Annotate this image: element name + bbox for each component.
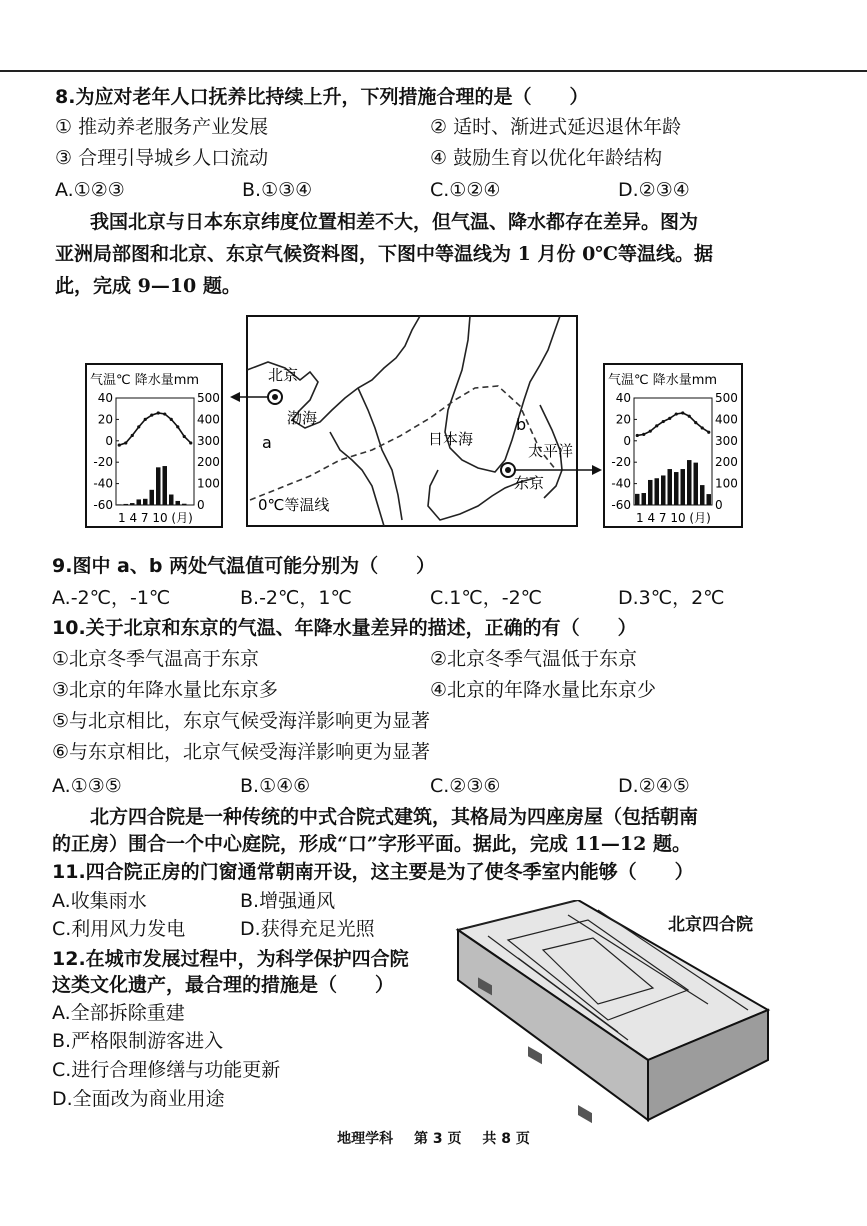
beijing-precip-bar bbox=[156, 467, 161, 505]
intro-11-12-line2: 的正房）围合一个中心庭院，形成“口”字形平面。据此，完成 11—12 题。 bbox=[52, 833, 691, 855]
q9-choice-b[interactable]: B.-2℃，1℃ bbox=[240, 587, 352, 609]
beijing-precip-bar bbox=[169, 495, 174, 505]
tokyo-temp-point bbox=[655, 424, 658, 427]
beijing-temp-point bbox=[183, 435, 186, 438]
footer-subject: 地理学科 bbox=[337, 1131, 394, 1147]
intro-9-10-line3: 此，完成 9—10 题。 bbox=[55, 275, 241, 297]
beijing-temp-point bbox=[150, 414, 153, 417]
tokyo-temp-tick: 40 bbox=[615, 391, 631, 405]
q10-item-1: ①北京冬季气温高于东京 bbox=[52, 648, 260, 670]
q10-choice-b[interactable]: B.①④⑥ bbox=[240, 775, 311, 797]
tokyo-precip-tick: 500 bbox=[715, 391, 738, 405]
beijing-temp-point bbox=[144, 418, 147, 421]
beijing-temp-point bbox=[163, 412, 166, 415]
tokyo-precip-bar bbox=[648, 480, 653, 505]
beijing-precip-bar bbox=[130, 503, 135, 505]
header-rule bbox=[0, 70, 867, 72]
tokyo-precip-tick: 400 bbox=[715, 412, 738, 427]
footer-total: 共 8 页 bbox=[482, 1131, 530, 1147]
q9-stem: 9.图中 a、b 两处气温值可能分别为（ ） bbox=[52, 555, 436, 577]
q12-choice-a[interactable]: A.全部拆除重建 bbox=[52, 1002, 185, 1024]
q11-choice-d[interactable]: D.获得充足光照 bbox=[240, 918, 375, 940]
q10-item-4: ④北京的年降水量比东京少 bbox=[430, 679, 657, 701]
map-label-tokyo: 东京 bbox=[514, 474, 545, 492]
map-label-bohai: 渤海 bbox=[287, 409, 318, 427]
tokyo-precip-tick: 0 bbox=[715, 498, 723, 512]
beijing-precip-bar bbox=[124, 504, 129, 505]
map-label-beijing: 北京 bbox=[268, 366, 299, 384]
map-label-pacific: 太平洋 bbox=[528, 442, 574, 460]
map-label-japan-sea: 日本海 bbox=[428, 430, 474, 448]
tokyo-temp-point bbox=[668, 417, 671, 420]
climate-map-figure bbox=[0, 310, 867, 535]
q12-choice-b[interactable]: B.严格限制游客进入 bbox=[52, 1030, 224, 1052]
beijing-precip-tick: 100 bbox=[197, 476, 220, 491]
q8-choice-a[interactable]: A.①②③ bbox=[55, 179, 125, 201]
q8-item-3: ③ 合理引导城乡人口流动 bbox=[55, 147, 269, 169]
intro-11-12-line1: 北方四合院是一种传统的中式合院式建筑，其格局为四座房屋（包括朝南 bbox=[90, 806, 699, 828]
q11-choice-c[interactable]: C.利用风力发电 bbox=[52, 918, 186, 940]
beijing-months-label: 1 4 7 10 (月) bbox=[118, 511, 193, 525]
tokyo-temp-tick: -40 bbox=[611, 476, 631, 491]
beijing-temp-point bbox=[170, 418, 173, 421]
tokyo-temp-point bbox=[675, 412, 678, 415]
tokyo-precip-bar bbox=[635, 494, 640, 505]
tokyo-precip-bar bbox=[655, 478, 660, 505]
q9-choice-c[interactable]: C.1℃，-2℃ bbox=[430, 587, 543, 609]
tokyo-precip-tick: 200 bbox=[715, 455, 738, 470]
intro-9-10-line2: 亚洲局部图和北京、东京气候资料图，下图中等温线为 1 月份 0℃等温线。据 bbox=[55, 243, 714, 265]
beijing-temp-point bbox=[157, 411, 160, 414]
q9-choice-a[interactable]: A.-2℃，-1℃ bbox=[52, 587, 171, 609]
beijing-temp-point bbox=[189, 441, 192, 444]
q12-choice-d[interactable]: D.全面改为商业用途 bbox=[52, 1088, 225, 1110]
tokyo-precip-bar bbox=[674, 472, 679, 505]
beijing-precip-bar bbox=[137, 499, 142, 505]
q8-stem: 8.为应对老年人口抚养比持续上升，下列措施合理的是（ ） bbox=[55, 86, 589, 108]
q8-item-4: ④ 鼓励生育以优化年龄结构 bbox=[430, 147, 663, 169]
tokyo-temp-point bbox=[688, 415, 691, 418]
tokyo-temp-point bbox=[649, 430, 652, 433]
beijing-precip-tick: 500 bbox=[197, 391, 220, 405]
q12-choice-c[interactable]: C.进行合理修缮与功能更新 bbox=[52, 1059, 281, 1081]
tokyo-temp-tick: 20 bbox=[615, 412, 631, 427]
tokyo-precip-bar bbox=[668, 469, 673, 505]
beijing-precip-bar bbox=[176, 501, 181, 505]
q10-choice-c[interactable]: C.②③⑥ bbox=[430, 775, 501, 797]
beijing-precip-bar bbox=[182, 504, 187, 505]
page-footer bbox=[0, 1128, 867, 1148]
map-label-a: a bbox=[262, 433, 272, 452]
tokyo-precip-bar bbox=[707, 494, 712, 505]
beijing-precip-tick: 0 bbox=[197, 498, 205, 512]
q10-choice-a[interactable]: A.①③⑤ bbox=[52, 775, 122, 797]
tokyo-precip-bar bbox=[687, 460, 692, 505]
beijing-temp-tick: -60 bbox=[93, 498, 113, 512]
q11-stem: 11.四合院正房的门窗通常朝南开设，这主要是为了使冬季室内能够（ ） bbox=[52, 861, 694, 883]
tokyo-temp-tick: -20 bbox=[611, 455, 631, 470]
tokyo-precip-bar bbox=[642, 493, 647, 505]
q10-choice-d[interactable]: D.②④⑤ bbox=[618, 775, 690, 797]
beijing-temp-tick: 40 bbox=[97, 391, 113, 405]
beijing-precip-tick: 300 bbox=[197, 433, 220, 448]
beijing-temp-tick: 0 bbox=[105, 433, 113, 448]
q8-item-1: ① 推动养老服务产业发展 bbox=[55, 116, 269, 138]
beijing-precip-bar bbox=[143, 499, 148, 505]
q10-stem: 10.关于北京和东京的气温、年降水量差异的描述，正确的有（ ） bbox=[52, 617, 637, 639]
beijing-precip-bar bbox=[163, 466, 168, 505]
tokyo-temp-point bbox=[681, 411, 684, 414]
courtyard-caption: 北京四合院 bbox=[668, 915, 753, 935]
q12-stem-line2: 这类文化遗产，最合理的措施是（ ） bbox=[52, 974, 395, 996]
q10-item-5: ⑤与北京相比，东京气候受海洋影响更为显著 bbox=[52, 710, 431, 732]
tokyo-temp-point bbox=[642, 433, 645, 436]
tokyo-months-label: 1 4 7 10 (月) bbox=[636, 511, 711, 525]
beijing-precip-bar bbox=[117, 504, 122, 505]
tokyo-temp-point bbox=[636, 434, 639, 437]
siheyuan-illustration bbox=[448, 900, 778, 1140]
beijing-temp-tick: -20 bbox=[93, 455, 113, 470]
tokyo-precip-bar bbox=[700, 485, 705, 505]
q11-choice-a[interactable]: A.收集雨水 bbox=[52, 890, 147, 912]
q12-stem-line1: 12.在城市发展过程中，为科学保护四合院 bbox=[52, 948, 409, 970]
q8-item-2: ② 适时、渐进式延迟退休年龄 bbox=[430, 116, 682, 138]
map-label-isotherm: 0℃等温线 bbox=[258, 496, 330, 514]
footer-page: 第 3 页 bbox=[414, 1131, 462, 1147]
intro-9-10-line1: 我国北京与日本东京纬度位置相差不大，但气温、降水都存在差异。图为 bbox=[90, 211, 699, 233]
q10-item-2: ②北京冬季气温低于东京 bbox=[430, 648, 638, 670]
tokyo-temp-tick: 0 bbox=[623, 433, 631, 448]
beijing-precip-bar bbox=[150, 490, 155, 505]
beijing-precip-tick: 200 bbox=[197, 455, 220, 470]
tokyo-temp-tick: -60 bbox=[611, 498, 631, 512]
tokyo-temp-point bbox=[662, 420, 665, 423]
beijing-temp-point bbox=[124, 441, 127, 444]
tokyo-temp-point bbox=[707, 431, 710, 434]
beijing-temp-point bbox=[118, 443, 121, 446]
q8-choice-b[interactable]: B.①③④ bbox=[242, 179, 313, 201]
beijing-temp-point bbox=[131, 434, 134, 437]
beijing-temp-point bbox=[176, 425, 179, 428]
q10-item-3: ③北京的年降水量比东京多 bbox=[52, 679, 279, 701]
beijing-temp-tick: -40 bbox=[93, 476, 113, 491]
tokyo-chart-header: 气温℃ 降水量mm bbox=[608, 373, 718, 388]
tokyo-precip-tick: 100 bbox=[715, 476, 738, 491]
tokyo-precip-bar bbox=[661, 475, 666, 505]
beijing-chart-header: 气温℃ 降水量mm bbox=[90, 373, 200, 388]
tokyo-precip-bar bbox=[681, 469, 686, 505]
q8-choice-d[interactable]: D.②③④ bbox=[618, 179, 690, 201]
beijing-temp-point bbox=[137, 425, 140, 428]
map-label-b: b bbox=[516, 415, 527, 434]
q8-choice-c[interactable]: C.①②④ bbox=[430, 179, 501, 201]
q10-item-6: ⑥与东京相比，北京气候受海洋影响更为显著 bbox=[52, 741, 431, 763]
tokyo-temp-point bbox=[694, 421, 697, 424]
beijing-temp-tick: 20 bbox=[97, 412, 113, 427]
q11-choice-b[interactable]: B.增强通风 bbox=[240, 890, 336, 912]
tokyo-temp-point bbox=[701, 426, 704, 429]
tokyo-precip-bar bbox=[694, 463, 699, 505]
q9-choice-d[interactable]: D.3℃，2℃ bbox=[618, 587, 725, 609]
beijing-precip-tick: 400 bbox=[197, 412, 220, 427]
tokyo-precip-tick: 300 bbox=[715, 433, 738, 448]
